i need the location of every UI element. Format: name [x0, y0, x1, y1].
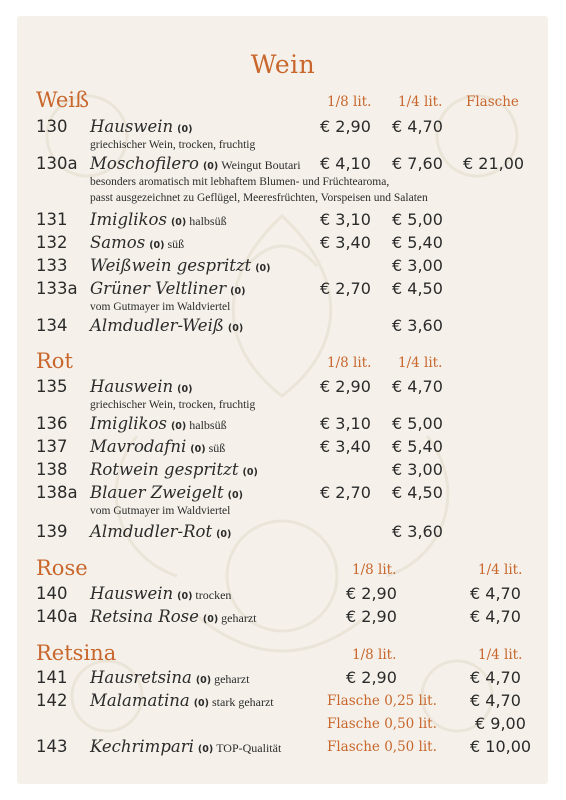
- price-quarter: € 3,60: [392, 522, 443, 541]
- price-quarter: € 4,70: [392, 377, 443, 396]
- alcohol-note: (0): [177, 591, 193, 602]
- item-name: Moschofilero (0) Weingut Boutari: [90, 154, 301, 173]
- header-eighth-liter: 1/8 lit.: [327, 94, 372, 110]
- price-quarter: € 4,50: [392, 483, 443, 502]
- item-number: 136: [36, 414, 68, 433]
- item-number: 138: [36, 460, 68, 479]
- price-quarter: € 5,00: [392, 414, 443, 433]
- item-name: Hauswein (0): [90, 377, 193, 396]
- item-number: 130: [36, 117, 68, 136]
- price-quarter: € 4,70: [470, 607, 521, 626]
- alcohol-note: (0): [227, 323, 244, 334]
- item-number: 137: [36, 437, 68, 456]
- item-name: Blauer Zweigelt (0): [90, 483, 243, 502]
- alcohol-note: (0): [242, 467, 258, 478]
- item-note: süß: [167, 237, 185, 251]
- price-quarter: € 4,70: [392, 117, 443, 136]
- price-quarter: € 5,40: [392, 233, 443, 252]
- alcohol-note: (0): [177, 384, 193, 395]
- item-note: geharzt: [221, 611, 257, 625]
- header-quarter-liter: 1/4 lit.: [398, 94, 443, 110]
- item-number: 140a: [36, 607, 78, 626]
- header-quarter-liter: 1/4 lit.: [478, 562, 523, 578]
- item-name: Imiglikos (0) halbsüß: [90, 414, 227, 433]
- price-quarter: € 10,00: [470, 737, 532, 756]
- price-quarter: € 4,50: [392, 279, 443, 298]
- price-quarter: € 4,70: [470, 668, 521, 687]
- item-description: vom Gutmayer im Waldviertel: [90, 301, 231, 313]
- price-quarter: € 7,60: [392, 154, 443, 173]
- item-name: Weißwein gespritzt (0): [90, 256, 271, 275]
- item-number: 133: [36, 256, 68, 275]
- item-number: 134: [36, 316, 68, 335]
- price-quarter: € 4,70: [470, 691, 521, 710]
- item-note: süß: [208, 441, 226, 455]
- item-name: Retsina Rose (0) geharzt: [90, 607, 257, 626]
- section-title-rose: Rose: [36, 556, 88, 580]
- item-name: Hausretsina (0) geharzt: [90, 668, 250, 687]
- item-name: Mavrodafni (0) süß: [90, 437, 226, 456]
- item-name: Grüner Veltliner (0): [90, 279, 246, 298]
- price-quarter: € 3,00: [392, 256, 443, 275]
- price-eighth: € 2,70: [320, 483, 371, 502]
- header-bottle: Flasche: [466, 94, 519, 110]
- header-quarter-liter: 1/4 lit.: [398, 355, 443, 371]
- price-quarter: € 3,60: [392, 316, 443, 335]
- header-quarter-liter: 1/4 lit.: [478, 647, 523, 663]
- alcohol-note: (0): [170, 421, 187, 432]
- alcohol-note: (0): [197, 744, 214, 755]
- item-name: Almdudler-Rot (0): [90, 522, 232, 541]
- item-description: griechischer Wein, trocken, fruchtig: [90, 139, 256, 151]
- alcohol-note: (0): [202, 614, 219, 625]
- alcohol-note: (0): [216, 529, 232, 540]
- item-description: griechischer Wein, trocken, fruchtig: [90, 399, 256, 411]
- item-number: 143: [36, 737, 68, 756]
- item-description: besonders aromatisch mit lebhaftem Blumen- und Früchtearoma,: [90, 176, 390, 188]
- alcohol-note: (0): [255, 263, 271, 274]
- item-note: halbsüß: [189, 214, 227, 228]
- price-eighth: € 3,40: [320, 437, 371, 456]
- price-eighth: € 2,90: [346, 584, 397, 603]
- item-name: Hauswein (0) trocken: [90, 584, 232, 603]
- item-number: 132: [36, 233, 68, 252]
- item-number: 130a: [36, 154, 78, 173]
- price-eighth: € 2,70: [320, 279, 371, 298]
- price-eighth: € 4,10: [320, 154, 371, 173]
- price-bottle: € 21,00: [463, 154, 525, 173]
- alcohol-note: (0): [149, 240, 165, 251]
- item-note: stark geharzt: [212, 695, 274, 709]
- alcohol-note: (0): [193, 698, 209, 709]
- item-name: Samos (0) süß: [90, 233, 185, 252]
- bottle-size-label: Flasche 0,50 lit.: [327, 739, 437, 755]
- item-note: trocken: [195, 588, 232, 602]
- price-quarter: € 5,00: [392, 210, 443, 229]
- header-eighth-liter: 1/8 lit.: [352, 562, 397, 578]
- item-note: Weingut Boutari: [221, 158, 301, 172]
- header-eighth-liter: 1/8 lit.: [352, 647, 397, 663]
- item-note: TOP-Qualität: [216, 741, 282, 755]
- price-eighth: € 3,10: [320, 414, 371, 433]
- item-number: 142: [36, 691, 68, 710]
- price-bottle: € 9,00: [475, 714, 526, 733]
- item-number: 135: [36, 377, 68, 396]
- item-number: 140: [36, 584, 68, 603]
- section-title-weiss: Weiß: [36, 88, 90, 112]
- alcohol-note: (0): [202, 161, 219, 172]
- price-quarter: € 4,70: [470, 584, 521, 603]
- item-name: Imiglikos (0) halbsüß: [90, 210, 227, 229]
- price-eighth: € 2,90: [320, 117, 371, 136]
- section-title-rot: Rot: [36, 349, 73, 373]
- alcohol-note: (0): [195, 675, 212, 686]
- item-description: passt ausgezeichnet zu Geflügel, Meeresfrüchten, Vorspeisen und Salaten: [90, 192, 428, 204]
- item-name: Malamatina (0) stark geharzt: [90, 691, 274, 710]
- alcohol-note: (0): [227, 490, 243, 501]
- item-number: 141: [36, 668, 68, 687]
- page-title: Wein: [250, 50, 316, 79]
- item-note: geharzt: [214, 672, 250, 686]
- item-number: 139: [36, 522, 68, 541]
- price-eighth: € 2,90: [346, 668, 397, 687]
- price-eighth: € 2,90: [346, 607, 397, 626]
- price-eighth: € 3,10: [320, 210, 371, 229]
- item-number: 131: [36, 210, 68, 229]
- item-name: Kechrimpari (0) TOP-Qualität: [90, 737, 282, 756]
- alcohol-note: (0): [230, 286, 246, 297]
- item-name: Rotwein gespritzt (0): [90, 460, 258, 479]
- bottle-size-label: Flasche 0,50 lit.: [327, 716, 437, 732]
- header-eighth-liter: 1/8 lit.: [327, 355, 372, 371]
- alcohol-note: (0): [177, 124, 193, 135]
- item-name: Almdudler-Weiß (0): [90, 316, 244, 335]
- price-quarter: € 3,00: [392, 460, 443, 479]
- item-number: 138a: [36, 483, 78, 502]
- item-description: vom Gutmayer im Waldviertel: [90, 505, 231, 517]
- item-name: Hauswein (0): [90, 117, 193, 136]
- alcohol-note: (0): [170, 217, 187, 228]
- bottle-size-label: Flasche 0,25 lit.: [327, 693, 437, 709]
- item-number: 133a: [36, 279, 78, 298]
- item-note: halbsüß: [189, 418, 227, 432]
- alcohol-note: (0): [190, 444, 206, 455]
- price-quarter: € 5,40: [392, 437, 443, 456]
- price-eighth: € 3,40: [320, 233, 371, 252]
- price-eighth: € 2,90: [320, 377, 371, 396]
- section-title-retsina: Retsina: [36, 641, 117, 665]
